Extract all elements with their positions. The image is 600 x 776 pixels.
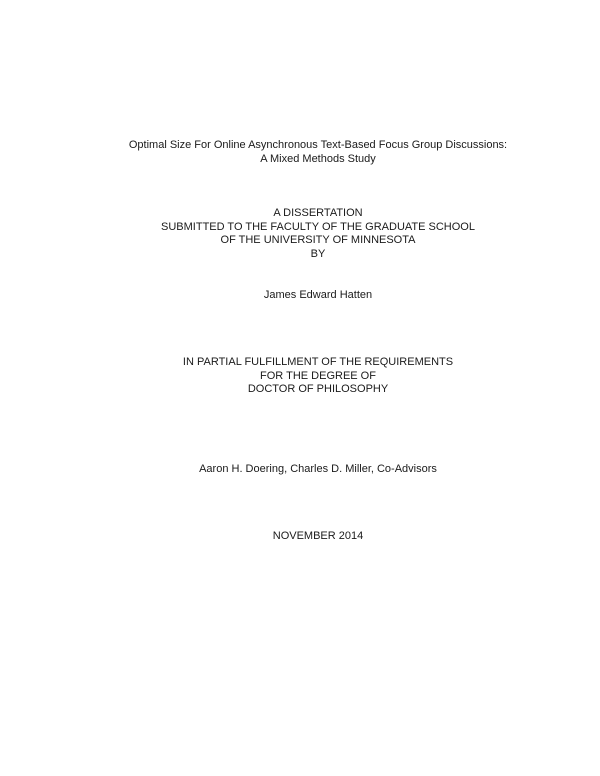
author-line: James Edward Hatten: [263, 289, 373, 301]
submission-statement: [0, 207, 600, 261]
submission-line-1: A DISSERTATION: [273, 207, 363, 219]
title-line-1: Optimal Size For Online Asynchronous Text-Based Focus Group Discussions:: [128, 139, 508, 151]
submission-line-4: BY: [310, 247, 326, 260]
degree-statement: [0, 356, 600, 397]
submission-line-2: SUBMITTED TO THE FACULTY OF THE GRADUATE SCHOOL: [161, 220, 475, 233]
degree-line-1: IN PARTIAL FULFILLMENT OF THE REQUIREMENTS: [182, 356, 454, 368]
degree-line-3: DOCTOR OF PHILOSOPHY: [247, 383, 389, 395]
dissertation-title: [0, 139, 600, 166]
degree-line-2: FOR THE DEGREE OF: [260, 369, 376, 382]
title-line-2: A Mixed Methods Study: [260, 152, 376, 165]
submission-line-3: OF THE UNIVERSITY OF MINNESOTA: [220, 234, 416, 246]
author-name: [0, 289, 600, 303]
submission-date: [0, 530, 600, 544]
date-line: NOVEMBER 2014: [272, 530, 364, 542]
advisors: [0, 463, 600, 477]
advisors-line: Aaron H. Doering, Charles D. Miller, Co-Advisors: [199, 463, 437, 475]
